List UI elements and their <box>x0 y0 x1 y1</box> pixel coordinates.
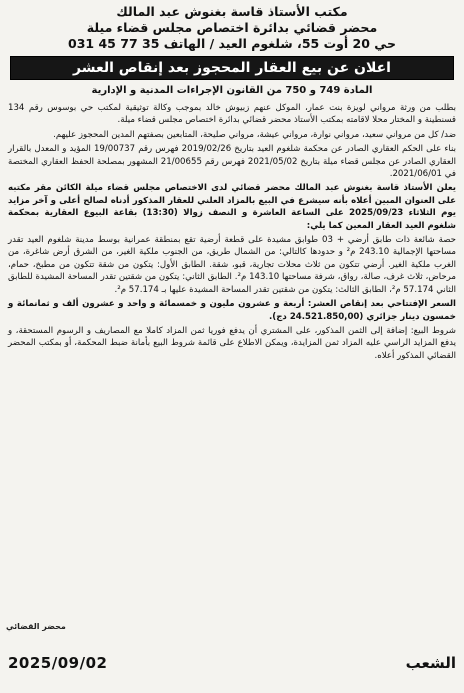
body-paragraph-property-description: حصة شائعة ذات طابق أرضي + 03 طوابق مشيدة على قطعة أرضية تقع بمنطقة عمرانية بوسط مدينة شلغوم العيد تقدر مساحتها الإجمالية 243.10 م² و حدودها كالتالي: من الشمال طريق، من الجنوب ملكية الغير، من الشرق أرض شاغرة، من الغرب ملكية الغير. أرضي تتكون من ثلاث محلات تجارية، قبو، شقة. الطابق الأول: يتكون من شقة تتكون من مطبخ، حمام، مرحاض، ثلاث غرف، صالة، رواق، شرفة مساحتها 143.10 م². الطابق الثاني: يتكون من شقتين تقدر المساحة المشيدة للطابق الثاني 57.174 م²، الطابق الثالث: يتكون من شقتين تقدر المساحة المشيدة عليها بـ 57.174 م². <box>8 235 456 295</box>
signature-label: محضر القضائي <box>6 622 66 631</box>
newspaper-name: الشعب <box>405 654 456 672</box>
office-jurisdiction: محضر قضائي بدائرة اختصاص مجلس قضاء ميلة <box>86 20 378 35</box>
publication-date: 2025/09/02 <box>8 654 108 672</box>
publication-footer <box>8 654 456 672</box>
office-header <box>8 4 456 52</box>
body-paragraph-opening-price: السعر الإفتتاحي بعد إنقاص العشر: أربعة و عشرون مليون و خمسمائة و واحد و عشرون ألف و ثمانمائة و خمسون دينار جزائري (24.521.850,00 دج). <box>8 299 456 322</box>
notice-body <box>8 102 456 362</box>
body-paragraph-requester: بطلب من ورثة مرواني لويزة بنت عمار، الموكل عنهم زبيوش خالد بموجب وكالة توثيقية لمكتب حي بوسوس رقم 134 قسنطينة و المختار محلا لاقامته بمكتب الأستاذ محضر قضائي بدائرة اختصاص مجلس قضاء ميلة. <box>8 103 456 126</box>
office-name: مكتب الأستاذ قاسة بغنوش عبد المالك <box>116 4 348 19</box>
notice-title-banner: اعلان عن بيع العقار المحجوز بعد إنقاص العشر <box>10 56 454 80</box>
legal-reference: المادة 749 و 750 من القانون الإجراءات المدنية و الإدارية <box>91 85 373 96</box>
body-paragraph-sale-conditions: شروط البيع: إضافة إلى الثمن المذكور، على المشتري أن يدفع فوريا ثمن المزاد كاملا مع المصاريف و الرسوم المستحقة، و يدفع المزايد الراسي عليه المزاد ثمن المزايدة، ويمكن الاطلاع على قائمة شروط البيع بأمانة ضبط المحكمة، أو بمكتب المحضر القضائي المذكور أعلاه. <box>8 325 456 361</box>
body-paragraph-defendants: ضد/ كل من مرواني سعيد، مرواني نوارة، مرواني عيشة، مرواني صليحة، المتابعين بصفتهم المدين المحجوز عليهم. <box>53 129 456 140</box>
body-paragraph-judgment: بناء على الحكم العقاري الصادر عن محكمة شلغوم العيد بتاريخ 2019/02/26 فهرس رقم 19/00737 المؤيد و المعدل بالقرار العقاري الصادر عن مجلس قضاء ميلة بتاريخ 2021/05/02 فهرس رقم 21/00655 المشهور بمصلحة الحفظ العقاري المختصة في 2021/06/01. <box>8 144 456 180</box>
body-paragraph-auction-announcement: يعلن الأستاذ قاسة بغنوش عبد المالك محضر قضائي لدى الاختصاص مجلس قضاء ميلة الكائن مقر مكتبه على العنوان المبين أعلاه بأنه سيشرع في البيع بالمزاد العلني للعقار المذكور أدناه لصالح أعلى و آخر مزايد يوم الثلاثاء 2025/09/23 على الساعة العاشرة و النصف زوالا (13:30) بقاعة البيوع العقارية بمحكمة شلغوم العيد العقار المعين كما يلي: <box>8 183 456 231</box>
office-address-phone: حي 20 أوت 55، شلغوم العيد / الهاتف 35 77 45 031 <box>68 36 396 51</box>
